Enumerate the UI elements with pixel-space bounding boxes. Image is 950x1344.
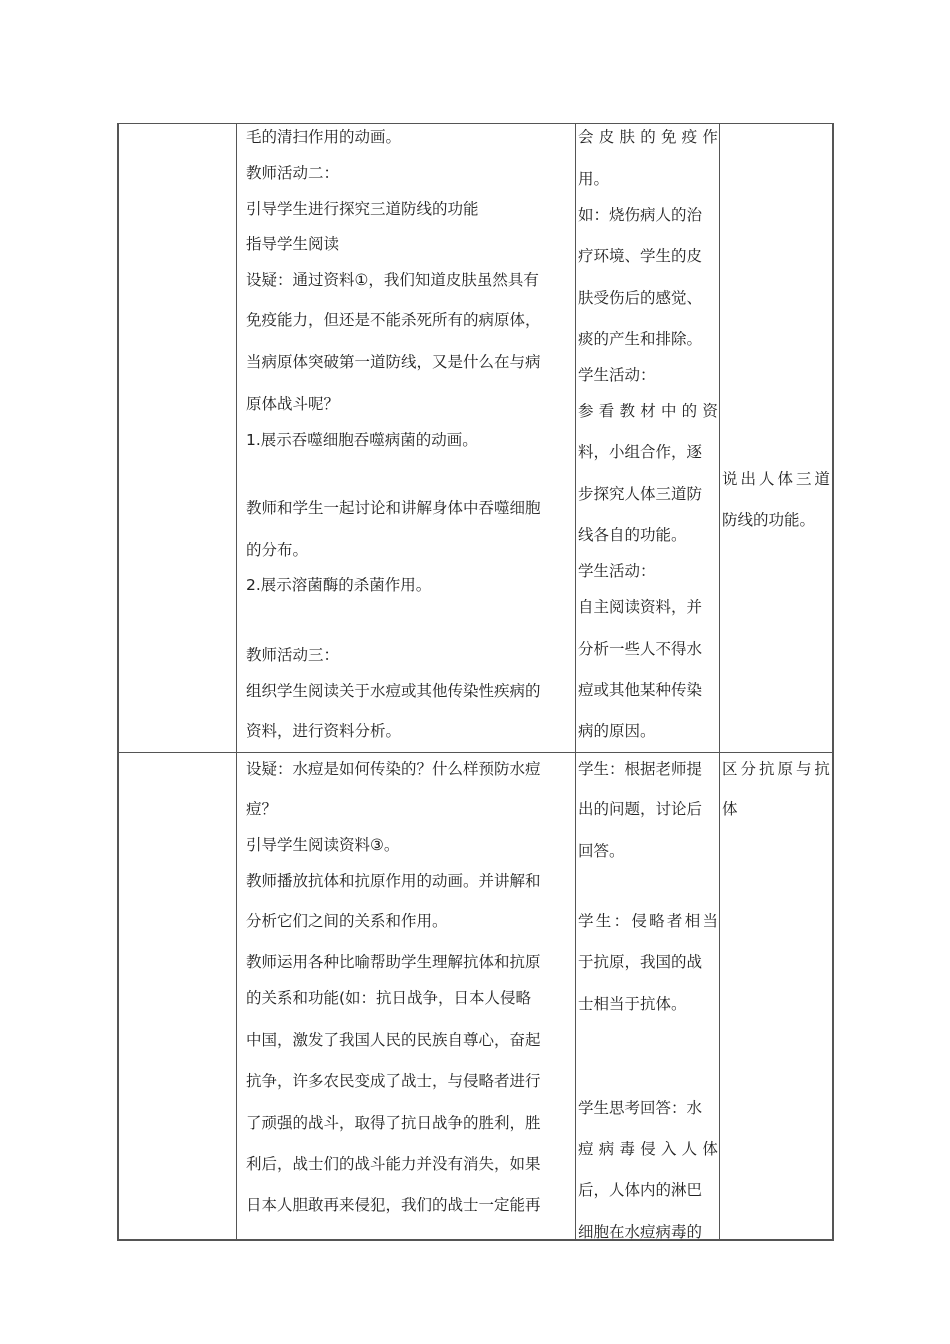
text-line: 学生活动：: [578, 366, 656, 384]
text-line: 教师活动三：: [246, 646, 340, 664]
text-line: 设疑：通过资料①，我们知道皮肤虽然具有: [246, 271, 539, 289]
text-line: 料，小组合作，逐: [578, 443, 703, 461]
text-line: 线各自的功能。: [578, 526, 687, 544]
table-column-divider-1: [236, 123, 237, 1241]
text-line: 步探究人体三道防: [578, 485, 703, 503]
text-line: 疗环境、学生的皮: [578, 247, 703, 265]
text-line: 抗争，许多农民变成了战士，与侵略者进行: [246, 1072, 541, 1090]
text-line: 日本人胆敢再来侵犯，我们的战士一定能再: [246, 1196, 541, 1214]
text-line: 学生思考回答：水: [578, 1099, 703, 1117]
text-line: 的分布。: [246, 541, 309, 559]
table-row-divider: [117, 752, 834, 753]
text-line: 后，人体内的淋巴: [578, 1181, 703, 1199]
text-line: 痘 病 毒 侵 入 人 体: [578, 1140, 718, 1158]
text-line: 痘或其他某种传染: [578, 681, 703, 699]
table-border-left: [117, 123, 119, 1241]
text-line: 学生活动：: [578, 562, 656, 580]
text-line: 教师和学生一起讨论和讲解身体中吞噬细胞: [246, 499, 541, 517]
text-line: 引导学生进行探究三道防线的功能: [246, 200, 479, 218]
text-line: 出的问题，讨论后: [578, 800, 703, 818]
text-line: 了顽强的战斗，取得了抗日战争的胜利，胜: [246, 1114, 541, 1132]
text-line: 2.展示溶菌酶的杀菌作用。: [246, 576, 432, 594]
text-line: 士相当于抗体。: [578, 995, 687, 1013]
table-border-bottom: [117, 1239, 834, 1241]
text-line: 区 分 抗 原 与 抗: [722, 760, 830, 778]
text-line: 病的原因。: [578, 722, 656, 740]
text-line: 学生：根据老师提: [578, 760, 703, 778]
text-line: 参 看 教 材 中 的 资: [578, 402, 718, 420]
text-line: 学 生 ： 侵 略 者 相 当: [578, 912, 718, 930]
text-line: 毛的清扫作用的动画。: [246, 128, 402, 146]
text-line: 肤受伤后的感觉、: [578, 289, 703, 307]
text-line: 教师运用各种比喻帮助学生理解抗体和抗原: [246, 953, 541, 971]
text-line: 回答。: [578, 842, 625, 860]
text-line: 的关系和功能(如：抗日战争，日本人侵略: [246, 989, 532, 1007]
text-line: 用。: [578, 170, 610, 188]
text-line: 痘？: [246, 800, 278, 818]
text-line: 痰的产生和排除。: [578, 330, 703, 348]
text-line: 1.展示吞噬细胞吞噬病菌的动画。: [246, 431, 478, 449]
text-line: 引导学生阅读资料③。: [246, 836, 400, 854]
text-line: 指导学生阅读: [246, 235, 340, 253]
text-line: 细胞在水痘病毒的: [578, 1223, 703, 1241]
text-line: 说 出 人 体 三 道: [722, 470, 830, 488]
table-column-divider-2: [575, 123, 576, 1241]
text-line: 当病原体突破第一道防线，又是什么在与病: [246, 353, 541, 371]
text-line: 自主阅读资料，并: [578, 598, 703, 616]
text-line: 利后，战士们的战斗能力并没有消失，如果: [246, 1155, 541, 1173]
text-line: 会 皮 肤 的 免 疫 作: [578, 128, 718, 146]
table-border-right: [832, 123, 834, 1241]
text-line: 分析它们之间的关系和作用。: [246, 912, 448, 930]
text-line: 资料，进行资料分析。: [246, 722, 402, 740]
text-line: 体: [722, 800, 738, 818]
text-line: 教师播放抗体和抗原作用的动画。并讲解和: [246, 872, 541, 890]
text-line: 设疑：水痘是如何传染的？什么样预防水痘: [246, 760, 541, 778]
text-line: 原体战斗呢？: [246, 395, 340, 413]
text-line: 于抗原，我国的战: [578, 953, 703, 971]
text-line: 中国，激发了我国人民的民族自尊心，奋起: [246, 1031, 541, 1049]
text-line: 组织学生阅读关于水痘或其他传染性疾病的: [246, 682, 541, 700]
text-line: 免疫能力，但还是不能杀死所有的病原体，: [246, 311, 541, 329]
text-line: 如：烧伤病人的治: [578, 206, 703, 224]
text-line: 防线的功能。: [722, 511, 816, 529]
table-column-divider-3: [719, 123, 720, 1241]
text-line: 教师活动二：: [246, 164, 340, 182]
text-line: 分析一些人不得水: [578, 640, 703, 658]
table-border-top: [117, 123, 834, 124]
